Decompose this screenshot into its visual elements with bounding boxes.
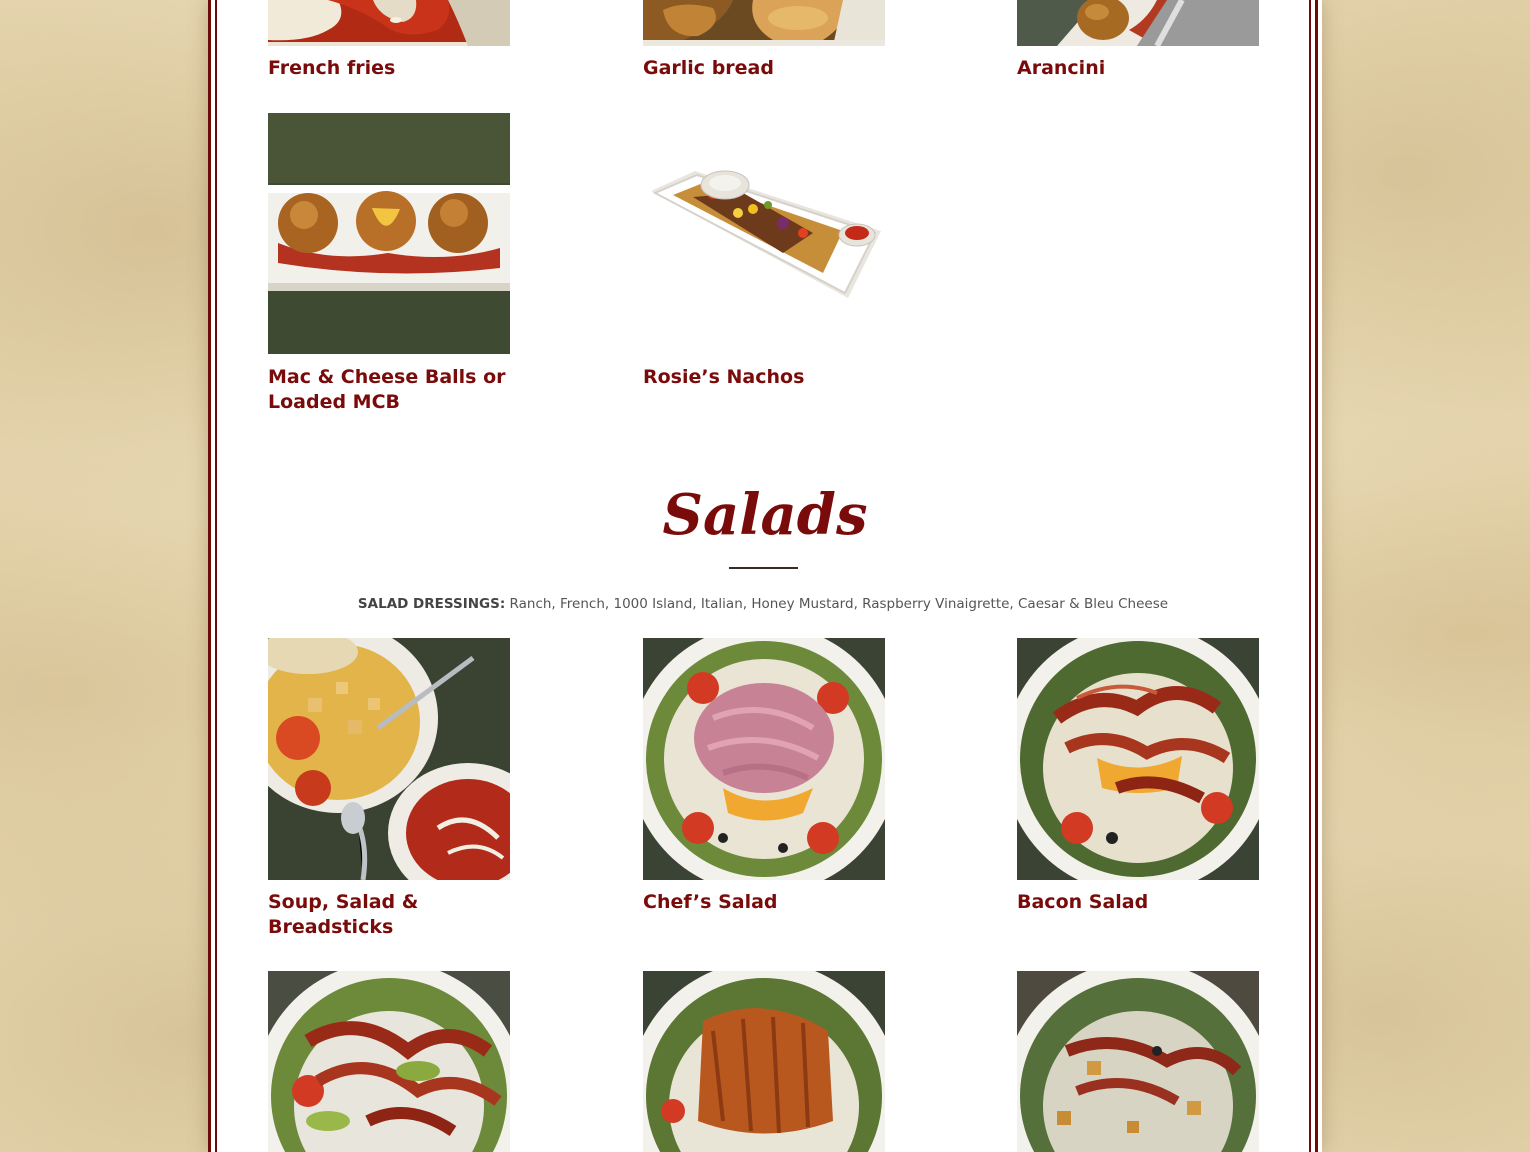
section-title-salads: Salads	[662, 482, 868, 548]
salad-dressings-label: SALAD DRESSINGS:	[357, 596, 506, 612]
item-name: Garlic bread	[643, 57, 774, 79]
mac-cheese-balls-photo[interactable]	[268, 113, 510, 354]
item-name: Arancini	[1017, 57, 1106, 79]
item-name: French fries	[268, 57, 396, 79]
item-name: Bacon Salad	[1017, 891, 1149, 913]
panel-border-right-inner	[1309, 0, 1311, 1152]
salad-dressings-note	[218, 594, 1308, 614]
french-fries-photo[interactable]	[268, 0, 510, 46]
salad-photo[interactable]	[1017, 971, 1259, 1152]
bacon-salad-photo[interactable]	[1017, 638, 1259, 880]
item-name: Chef’s Salad	[643, 891, 778, 913]
panel-border-left-outer	[208, 0, 211, 1152]
item-name: Soup, Salad & Breadsticks	[268, 891, 419, 938]
item-name: Rosie’s Nachos	[643, 366, 805, 388]
panel-border-left-inner	[215, 0, 217, 1152]
item-name: Mac & Cheese Balls or Loaded MCB	[268, 366, 506, 413]
salad-dressings-list: Ranch, French, 1000 Island, Italian, Honey Mustard, Raspberry Vinaigrette, Caesar & Bleu Cheese	[505, 596, 1169, 612]
salad-photo[interactable]	[268, 971, 510, 1152]
salad-photo[interactable]	[643, 971, 885, 1152]
arancini-photo[interactable]	[1017, 0, 1259, 46]
section-divider	[729, 567, 798, 569]
rosies-nachos-photo[interactable]	[643, 113, 885, 354]
chefs-salad-photo[interactable]	[643, 638, 885, 880]
garlic-bread-photo[interactable]	[643, 0, 885, 46]
panel-border-right-outer	[1315, 0, 1318, 1152]
soup-salad-breadsticks-photo[interactable]	[268, 638, 510, 880]
